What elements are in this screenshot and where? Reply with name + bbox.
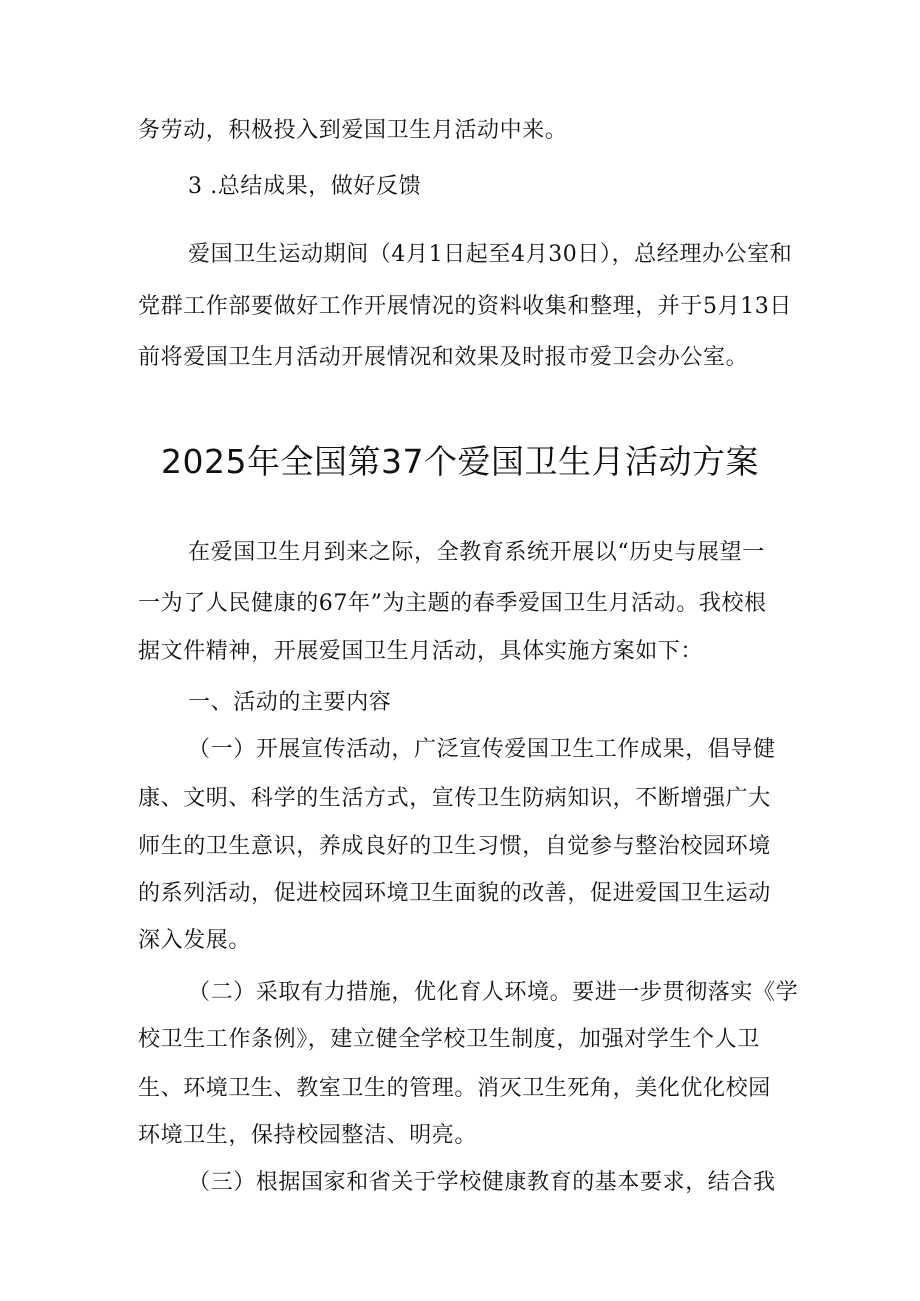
paragraph-line: 在爱国卫生月到来之际，全教育系统开展以“历史与展望一 (188, 540, 765, 565)
paragraph-line: 务劳动，积极投入到爱国卫生月活动中来。 (138, 118, 568, 143)
paragraph-line: 康、文明、科学的生活方式，宣传卫生防病知识，不断增强广大 (138, 786, 771, 811)
paragraph-line: （二）采取有力措施，优化育人环境。要进一步贯彻落实《学 (188, 980, 799, 1005)
paragraph-line: 环境卫生，保持校园整洁、明亮。 (138, 1123, 478, 1148)
paragraph-line: （一）开展宣传活动，广泛宣传爱国卫生工作成果，倡导健 (188, 737, 776, 762)
paragraph-line: 一为了人民健康的67年”为主题的春季爱国卫生月活动。我校根 (138, 591, 767, 616)
document-title: 2025年全国第37个爱国卫生月活动方案 (161, 442, 759, 481)
paragraph-line: 师生的卫生意识，养成良好的卫生习惯，自觉参与整治校园环境 (138, 834, 771, 859)
paragraph-line: 生、环境卫生、教室卫生的管理。消灭卫生死角，美化优化校园 (138, 1076, 771, 1101)
section-heading: 3 .总结成果，做好反馈 (188, 174, 422, 199)
section-heading: 一、活动的主要内容 (188, 690, 392, 715)
paragraph-line: 爱国卫生运动期间（4月1日起至4月30日），总经理办公室和 (188, 242, 793, 267)
paragraph-line: 的系列活动，促进校园环境卫生面貌的改善，促进爱国卫生运动 (138, 881, 771, 906)
paragraph-line: 党群工作部要做好工作开展情况的资料收集和整理，并于5月13日 (138, 294, 792, 319)
paragraph-line: 前将爱国卫生月活动开展情况和效果及时报市爱卫会办公室。 (138, 345, 749, 370)
paragraph-line: 深入发展。 (138, 928, 252, 953)
paragraph-line: 校卫生工作条例》，建立健全学校卫生制度，加强对学生个人卫 (138, 1027, 760, 1052)
paragraph-line: 据文件精神，开展爱国卫生月活动，具体实施方案如下： (138, 639, 704, 664)
paragraph-line: （三）根据国家和省关于学校健康教育的基本要求，结合我 (188, 1170, 776, 1195)
